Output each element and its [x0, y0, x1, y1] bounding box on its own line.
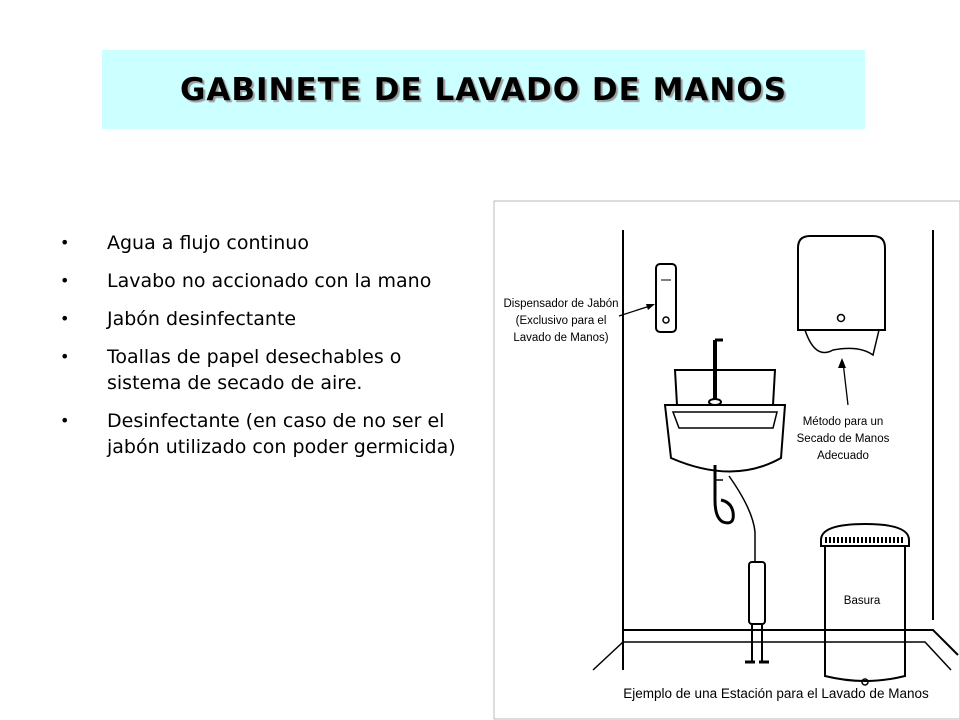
foot-pedal-icon — [745, 562, 769, 662]
bullet-text: Desinfectante (en caso de no ser el jabón utilizado con poder germicida) — [107, 410, 456, 458]
bullet-text: Jabón desinfectante — [107, 308, 297, 330]
sink-icon — [665, 340, 785, 472]
soap-label-line: (Exclusivo para el — [515, 315, 607, 327]
bullet-text: Agua a flujo continuo — [107, 232, 309, 254]
figure-caption: Ejemplo de una Estación para el Lavado de Manos — [623, 686, 929, 701]
dryer-label-line: Método para un — [802, 416, 884, 428]
bullet-item — [58, 230, 478, 256]
bullet-icon: • — [60, 309, 70, 328]
soap-pointer-arrowhead — [646, 304, 655, 310]
bullet-item — [58, 344, 478, 396]
baseboard-line — [623, 642, 951, 670]
bullet-icon: • — [60, 347, 70, 366]
dryer-pointer-line — [843, 362, 848, 405]
bullet-list — [58, 230, 478, 472]
dryer-pointer-arrowhead — [838, 358, 846, 368]
soap-label-line: Dispensador de Jabón — [503, 298, 619, 310]
bullet-icon: • — [60, 411, 70, 430]
floor-line — [593, 642, 623, 670]
bullet-item — [58, 306, 478, 332]
bin-label: Basura — [843, 595, 881, 607]
bullet-text: Toallas de papel desechables o sistema de secado de aire. — [107, 346, 402, 394]
dryer-label-line: Adecuado — [817, 450, 869, 462]
bullet-icon: • — [60, 271, 70, 290]
paper-towel-dispenser-icon — [798, 236, 885, 355]
soap-dispenser-icon — [656, 264, 676, 332]
bullet-item — [58, 268, 478, 294]
bullet-text: Lavabo no accionado con la mano — [107, 270, 432, 292]
title-banner — [102, 50, 865, 129]
slide-title: GABINETE DE LAVADO DE MANOS — [179, 71, 788, 108]
soap-label-line: Lavado de Manos) — [513, 332, 609, 344]
bullet-icon: • — [60, 233, 70, 252]
handwashing-station-illustration — [493, 200, 960, 720]
bullet-item — [58, 408, 478, 460]
dryer-label-line: Secado de Manos — [796, 433, 890, 445]
drain-pipe-icon — [715, 465, 733, 523]
